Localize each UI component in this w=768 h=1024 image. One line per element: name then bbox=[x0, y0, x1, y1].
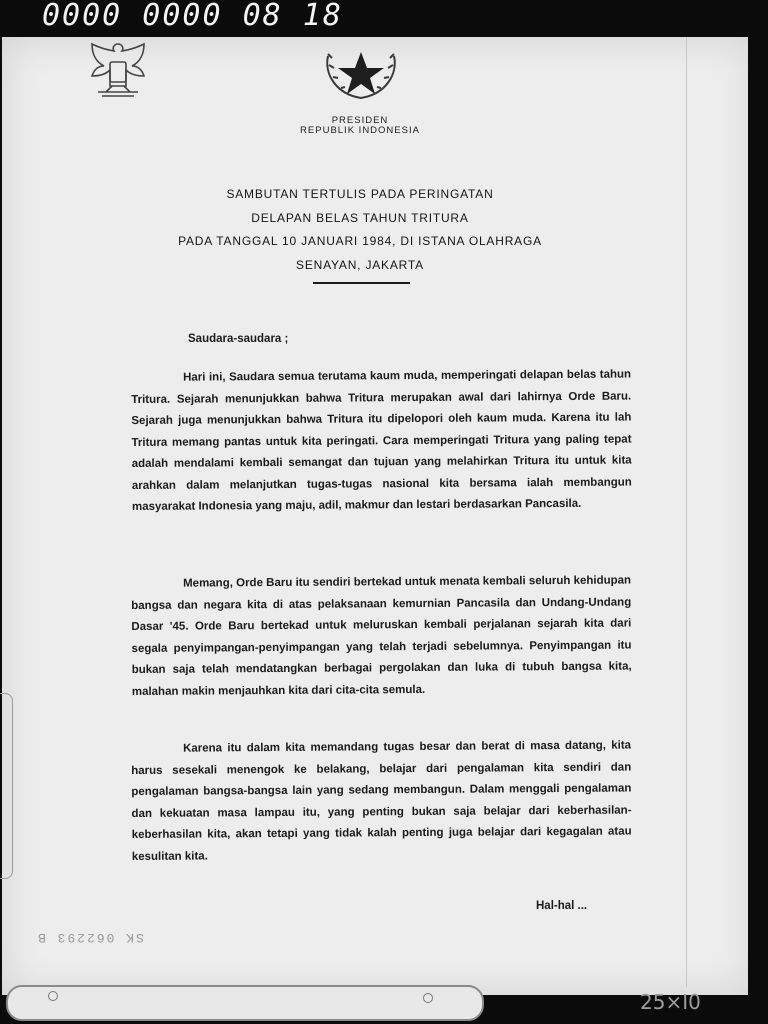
presidential-star-seal-icon bbox=[318, 38, 404, 102]
body-paragraph: Memang, Orde Baru itu sendiri bertekad untuk menata kembali seluruh kehidupan bangsa dan negara kita di atas pelaksanaan kemurnian Pancasila dan Undang-Undang Dasar '45. Orde Baru bertekad untuk meluruskan kembali perjalanan sejarah kita dari segala penyimpangan-penyimpangan yang telah terjadi sebelumnya. Penyimpangan itu bukan saja telah mendatangkan berbagai pergolakan dan luka di tubuh bangsa kita, malahan makin menjauhkan kita dari cita-cita semula. bbox=[131, 574, 632, 698]
garuda-emblem-icon bbox=[78, 38, 158, 102]
body-paragraph: Hari ini, Saudara semua terutama kaum muda, memperingati delapan belas tahun Tritura. Sejarah menunjukkan bahwa Tritura merupakan awal dari lahirnya Orde Baru. Sejarah juga menunjukkan bahwa Tritura itu dipelopori oleh kaum muda. Karena itu lah Tritura memang pantas untuk kita peringati. Cara memperingati Tritura yang paling tepat adalah mendalami kembali semangat dan tujuan yang melahirkan Tritura itu untuk kita arahkan dalam melanjutkan tugas-tugas nasional kita bersama ialah membangun masyarakat Indonesia yang maju, adil, makmur dan lestari berdasarkan Pancasila. bbox=[131, 368, 632, 513]
letterhead-subtitle: REPUBLIK INDONESIA bbox=[300, 125, 420, 136]
title-divider bbox=[313, 282, 410, 284]
clip-hole bbox=[48, 991, 58, 1001]
side-tab bbox=[0, 693, 13, 879]
page-edge bbox=[686, 37, 687, 987]
film-frame-code: 0000 0000 08 18 bbox=[42, 0, 343, 33]
title-line: PADA TANGGAL 10 JANUARI 1984, DI ISTANA OLAHRAGA bbox=[178, 234, 542, 248]
page-continuation: Hal-hal ... bbox=[536, 900, 588, 912]
salutation: Saudara-saudara ; bbox=[188, 333, 289, 345]
title-line: SENAYAN, JAKARTA bbox=[296, 257, 424, 272]
film-border bbox=[748, 37, 768, 1024]
title-line: SAMBUTAN TERTULIS PADA PERINGATAN bbox=[226, 187, 494, 201]
letterhead bbox=[230, 116, 490, 136]
clip-hole bbox=[423, 993, 433, 1003]
document-title bbox=[140, 183, 580, 277]
letterhead-title: PRESIDEN bbox=[331, 115, 389, 126]
title-line: DELAPAN BELAS TAHUN TRITURA bbox=[251, 210, 469, 225]
film-clip bbox=[6, 985, 484, 1021]
archive-stamp: SK 062293 B bbox=[36, 930, 144, 945]
body-paragraph: Karena itu dalam kita memandang tugas besar dan berat di masa datang, kita harus sesekali menengok ke belakang, belajar dari pengalaman kita sendiri dan pengalaman bangsa-bangsa lain yang sedang membangun. Dalam menggali pengalaman dan kekuatan masa lampau itu, yang penting bukan saja belajar dari keberhasilan-keberhasilan kita, akan tetapi yang tidak kalah penting juga belajar dari kegagalan atau kesulitan kita. bbox=[131, 739, 632, 863]
reduction-ratio-mark: 25×I0 bbox=[640, 990, 701, 1014]
